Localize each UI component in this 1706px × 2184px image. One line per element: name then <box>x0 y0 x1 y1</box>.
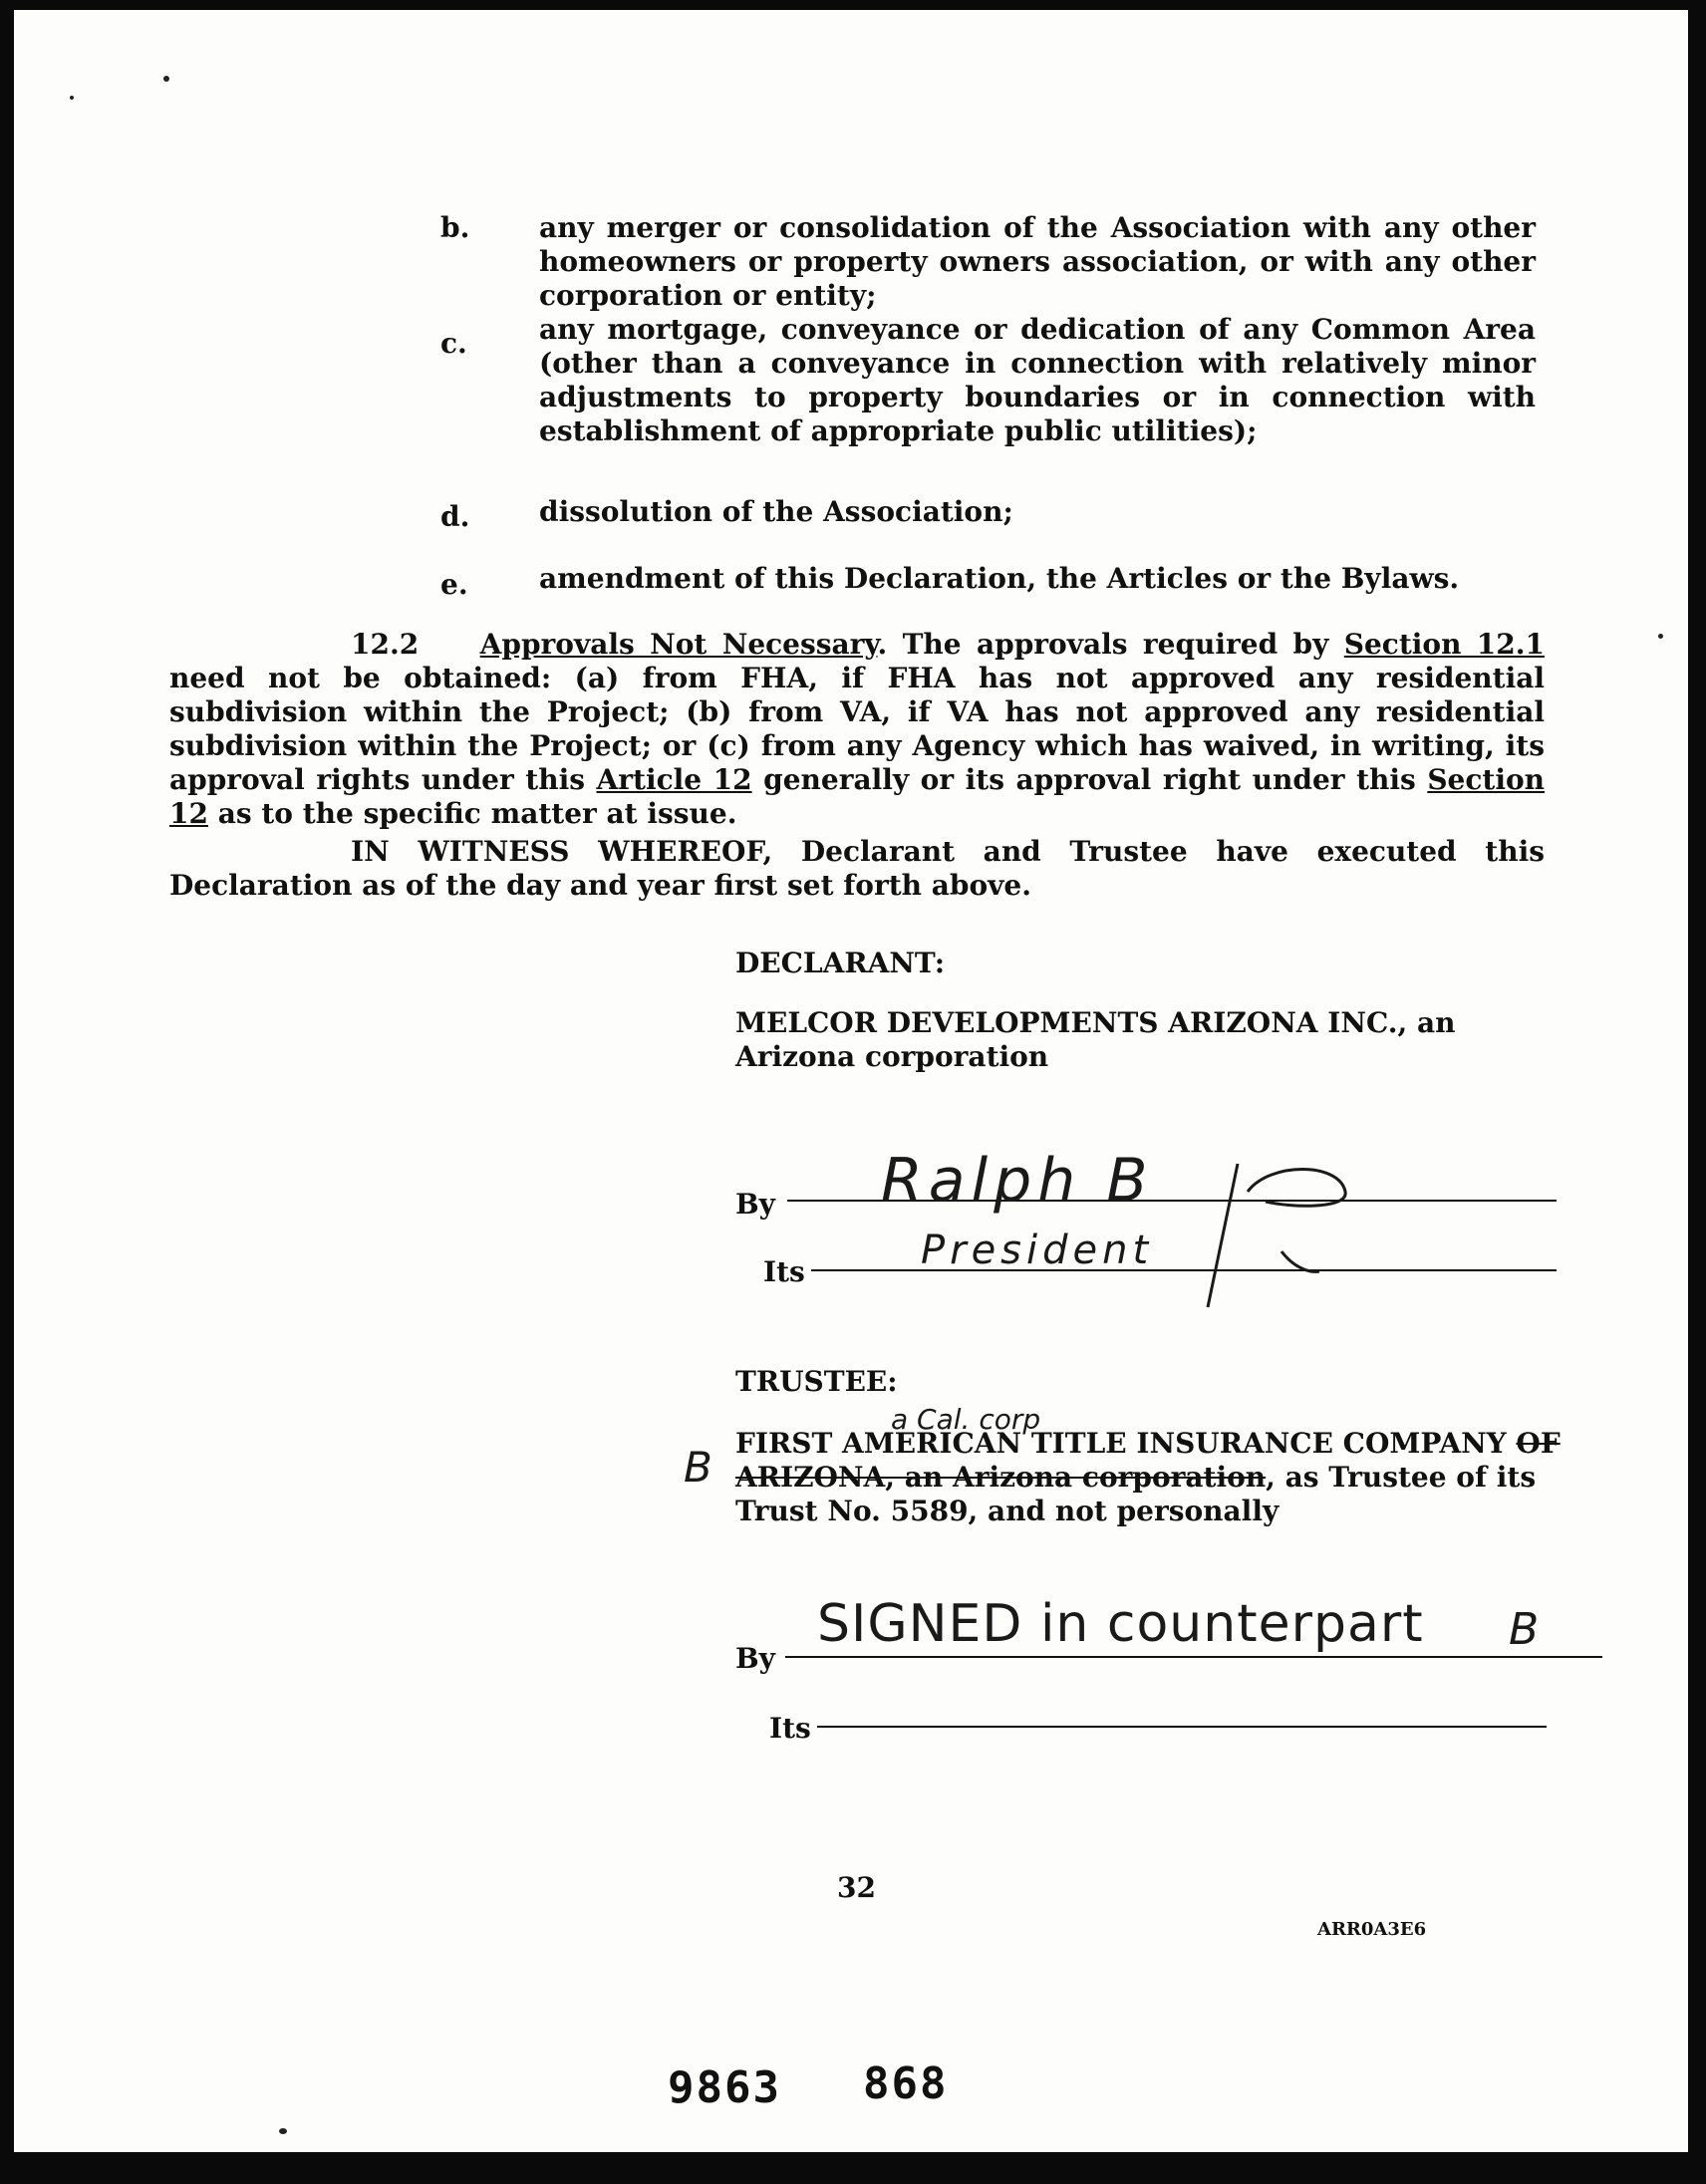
struck-of: OF <box>1516 1427 1561 1460</box>
trustee-signature-initials: B <box>1509 1604 1540 1655</box>
scan-speck <box>279 2128 287 2134</box>
declarant-signature: Ralph B <box>881 1146 1154 1216</box>
trustee-entity-text: , as Trustee of its Trust No. 5589, and not personally <box>735 1461 1537 1527</box>
declarant-entity: MELCOR DEVELOPMENTS ARIZONA INC., an Arizona corporation <box>735 1006 1456 1073</box>
trustee-company-name: FIRST AMERICAN TITLE INSURANCE COMPANY <box>735 1427 1507 1460</box>
item-text-d: dissolution of the Association; <box>539 495 1013 528</box>
item-letter-d: d. <box>440 500 470 533</box>
trustee-its-line <box>817 1726 1547 1728</box>
section-text-3: generally or its approval right under this <box>751 763 1428 796</box>
page-number: 32 <box>837 1871 876 1904</box>
trustee-signature: SIGNED in counterpart <box>817 1594 1424 1654</box>
item-letter-e: e. <box>440 568 468 601</box>
struck-arizona-corp: ARIZONA, an Arizona corporation <box>735 1461 1267 1494</box>
bates-number-right: 868 <box>863 2058 949 2109</box>
ref-section-12-1: Section 12.1 <box>1343 628 1545 661</box>
scan-speck <box>163 76 169 82</box>
trustee-entity-line1 <box>735 1427 1561 1461</box>
declarant-by-label: By <box>735 1188 775 1221</box>
trustee-by-line <box>785 1656 1602 1658</box>
item-text-c: any mortgage, conveyance or dedication of any Common Area (other than a conveyance in connection with relatively minor adjustments to property boundaries or in connection with establishment of appropriate public utilities); <box>539 313 1536 447</box>
item-text-e: amendment of this Declaration, the Articles or the Bylaws. <box>539 562 1460 595</box>
declarant-title-handwritten: President <box>921 1228 1154 1273</box>
section-text-2: need not be obtained: (a) from FHA, if FHA has not approved any residential subdivision within the Project; (b) from VA, if VA has not approved any residential subdivision within the Project; or (c) from any Agency which has waived, in writing, its approval rights under this <box>169 662 1545 796</box>
scan-speck <box>70 96 74 100</box>
section-number: 12.2 <box>351 628 420 661</box>
ref-article-12: Article 12 <box>596 763 752 796</box>
witness-paragraph: IN WITNESS WHEREOF, Declarant and Trustee have executed this Declaration as of the day and year first set forth above. <box>169 835 1545 902</box>
item-letter-c: c. <box>440 327 467 360</box>
section-12-2-paragraph <box>169 628 1545 831</box>
signature-flourish <box>1190 1156 1359 1315</box>
section-heading: Approvals Not Necessary <box>479 628 878 661</box>
ref-section-12: Section 12 <box>169 763 1545 830</box>
trustee-its-label: Its <box>769 1712 811 1745</box>
declarant-its-label: Its <box>763 1255 805 1288</box>
section-text-4: as to the specific matter at issue. <box>207 797 737 830</box>
document-page <box>14 10 1688 2152</box>
bates-number-left: 9863 <box>668 2062 781 2113</box>
declarant-label: DECLARANT: <box>735 947 946 979</box>
handwritten-insert: a Cal. corp <box>891 1403 1041 1436</box>
item-text-b: any merger or consolidation of the Association with any other homeowners or property owners association, or with any other corporation or entity; <box>539 211 1536 312</box>
trustee-entity-rest <box>735 1461 1563 1528</box>
section-text-1: . The approvals required by <box>877 628 1344 661</box>
trustee-by-label: By <box>735 1642 775 1675</box>
doc-code: ARR0A3E6 <box>1317 1919 1427 1940</box>
item-letter-b: b. <box>440 211 470 244</box>
trustee-initials: B <box>684 1443 712 1492</box>
scan-speck <box>1658 634 1663 639</box>
trustee-label: TRUSTEE: <box>735 1365 898 1398</box>
